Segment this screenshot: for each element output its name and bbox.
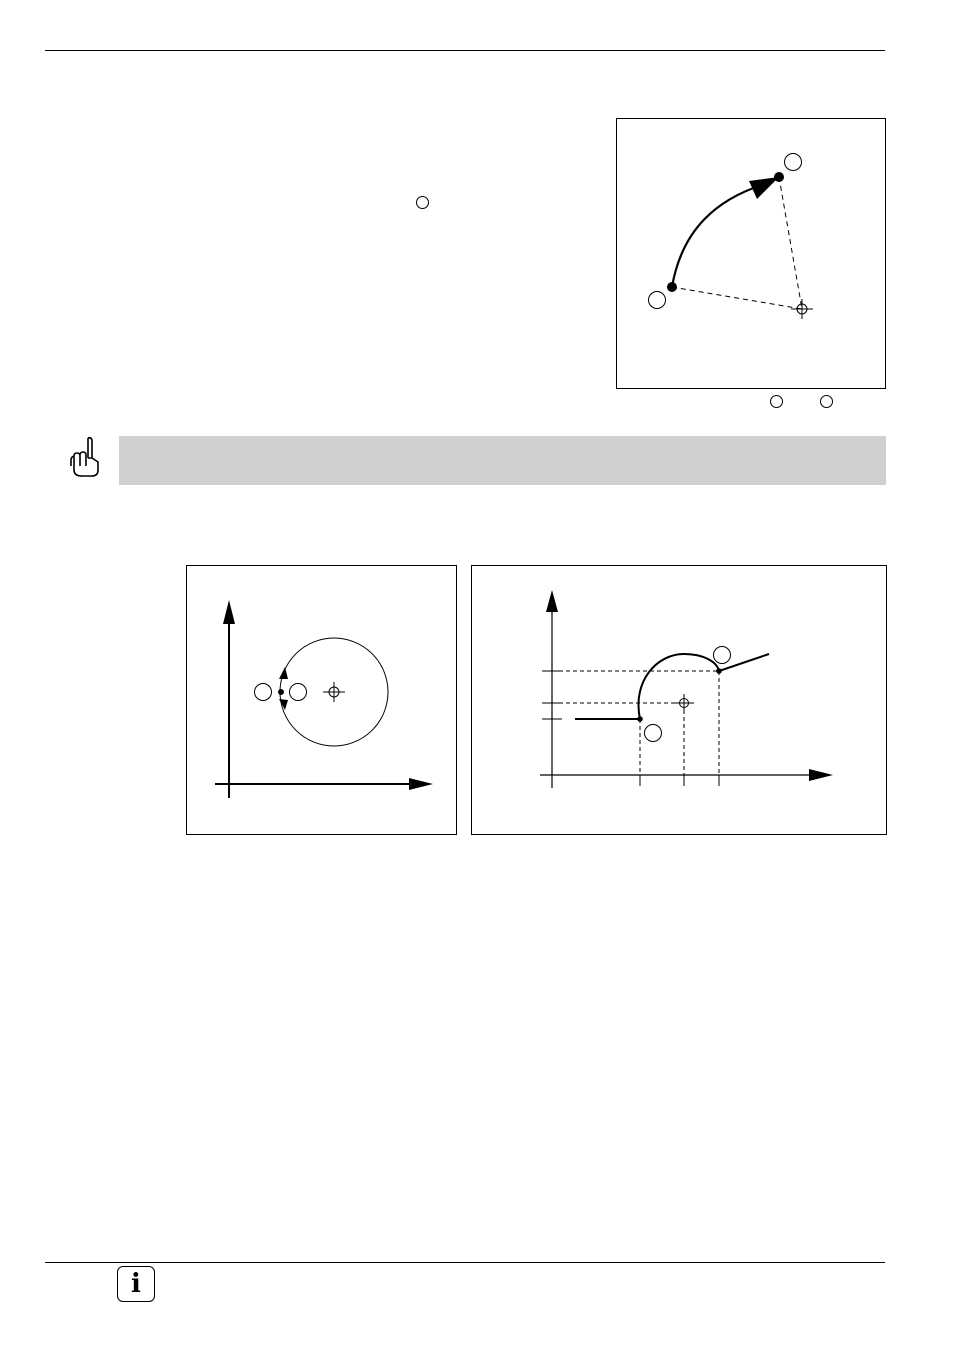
tangential-center-crosshair-icon: [674, 694, 694, 712]
center-crosshair-icon: [791, 299, 813, 319]
arc-arrowhead: [749, 177, 779, 199]
pointing-hand-icon: [70, 436, 102, 478]
x-axis-arrowhead: [409, 778, 433, 790]
circular-arc-figure: [616, 118, 886, 389]
tangential-arc-svg: [472, 566, 888, 836]
y-axis-arrowhead: [546, 590, 558, 612]
end-label-circle: [785, 154, 802, 171]
y-axis-arrowhead: [223, 600, 235, 624]
arc-end-label-circle: [714, 647, 731, 664]
circle-start-point: [278, 689, 284, 695]
arc-start-label-circle: [645, 725, 662, 742]
tangential-arc-figure: [471, 565, 887, 835]
radius-line-end: [779, 177, 802, 309]
arc-diagram-svg: [617, 119, 887, 390]
caption-circle-marker-2: [820, 395, 833, 408]
full-circle-figure: [186, 565, 457, 835]
arc-start-point: [637, 716, 643, 722]
circle-label-left: [255, 684, 272, 701]
circle-center-crosshair-icon: [323, 682, 345, 702]
arrow-down: [279, 699, 288, 710]
radius-line-start: [672, 287, 802, 309]
circle-label-right: [290, 684, 307, 701]
start-point: [667, 282, 677, 292]
footer-rule: [45, 1262, 885, 1263]
header-rule: [45, 50, 885, 51]
arrow-up: [279, 667, 288, 679]
info-icon-glyph: i: [131, 1269, 141, 1299]
end-point: [774, 172, 784, 182]
tangential-arc-path: [638, 654, 719, 719]
info-icon: [117, 1266, 155, 1302]
caption-circle-marker-1: [770, 395, 783, 408]
inline-circle-marker: [416, 196, 429, 209]
arc-end-point: [716, 668, 722, 674]
start-label-circle: [649, 292, 666, 309]
x-axis-arrowhead: [809, 769, 833, 781]
circle-diagram-svg: [187, 566, 458, 836]
note-bar: [119, 436, 886, 485]
arc-path: [672, 184, 765, 287]
